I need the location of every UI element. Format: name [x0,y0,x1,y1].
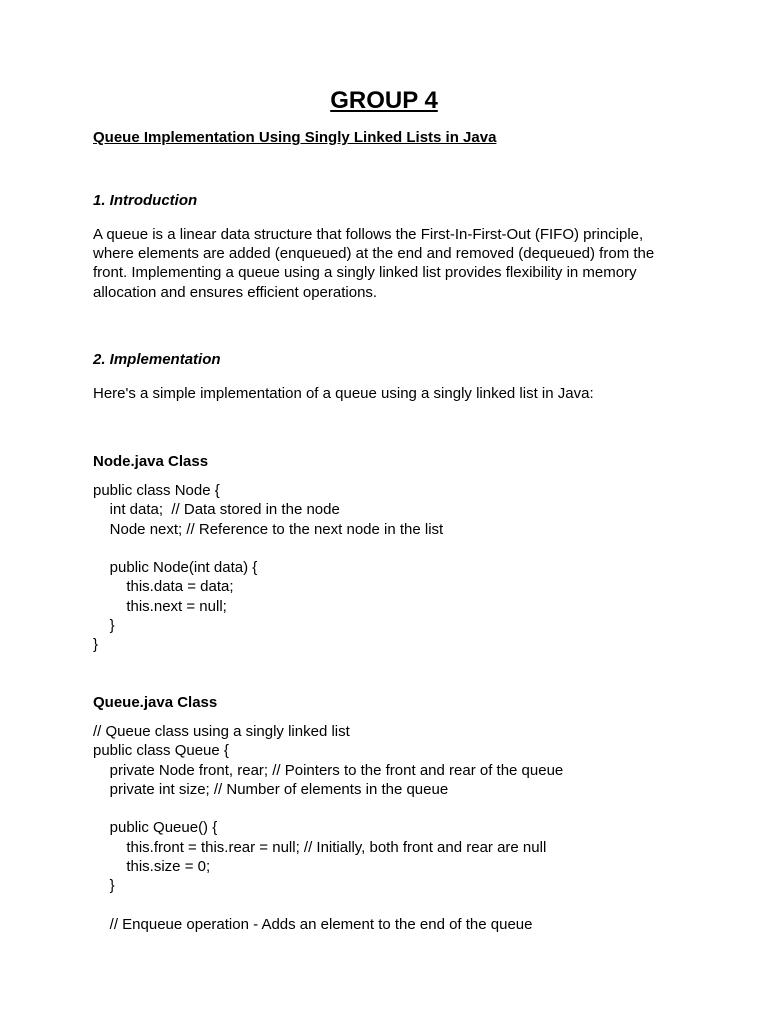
introduction-heading: 1. Introduction [93,192,198,209]
implementation-heading: 2. Implementation [93,351,221,368]
implementation-paragraph: Here's a simple implementation of a queue using a singly linked list in Java: [93,385,594,402]
node-class-code: public class Node { int data; // Data stored in the node Node next; // Reference to the next node in the list public Node(int data) { this.data = data; this.next = null; } } [93,482,444,654]
queue-class-heading: Queue.java Class [93,694,218,711]
node-class-heading: Node.java Class [93,453,209,470]
document-title: GROUP 4 [330,87,438,114]
queue-class-code: // Queue class using a singly linked list public class Queue { private Node front, rear; // Pointers to the front and rear of the queue private int size; // Number of elements in the queue public Queue() { this.front = this.rear = null; // Initially, both front and rear are null this.size = 0; } // Enqueue operation - Adds an element to the end of the queue [93,723,564,933]
introduction-paragraph: A queue is a linear data structure that follows the First-In-First-Out (FIFO) principle, where elements are added (enqueued) at the end and removed (dequeued) from the front. Implementing a queue using a singly linked list provides flexibility in memory allocation and ensures efficient operations. [93,226,655,301]
document-subtitle: Queue Implementation Using Singly Linked Lists in Java [93,129,497,146]
